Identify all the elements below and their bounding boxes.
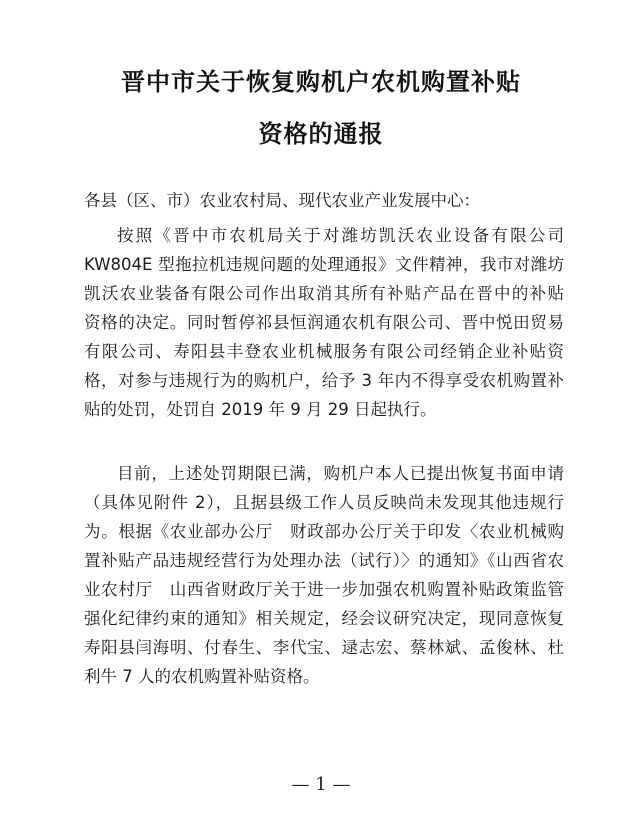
paragraph-line: 贴的处罚，处罚自 2019 年 9 月 29 日起执行。: [84, 400, 437, 419]
paragraph-line: 凯沃农业装备有限公司作出取消其所有补贴产品在晋中的补贴: [84, 284, 564, 303]
paragraph-1: [84, 221, 564, 424]
paragraph-line: 有限公司、寿阳县丰登农业机械服务有限公司经销企业补贴资: [84, 342, 564, 361]
paragraph-line: 为。根据《农业部办公厅 财政部办公厅关于印发〈农业机械购: [84, 522, 564, 541]
paragraph-line: 业农村厅 山西省财政厅关于进一步加强农机购置补贴政策监管: [84, 580, 564, 599]
paragraph-line: 资格的决定。同时暂停祁县恒润通农机有限公司、晋中悦田贸易: [84, 313, 564, 332]
paragraph-line: 利牛 7 人的农机购置补贴资格。: [84, 667, 320, 686]
salutation: [84, 186, 564, 215]
salutation-text: 各县（区、市）农业农村局、现代农业产业发展中心：: [84, 191, 480, 210]
paragraph-line: 按照《晋中市农机局关于对潍坊凯沃农业设备有限公司: [117, 226, 564, 245]
page-number: — 1 —: [291, 774, 351, 795]
document-title-line-1: 晋中市关于恢复购机户农机购置补贴: [121, 67, 521, 96]
paragraph-line: 目前，上述处罚期限已满，购机户本人已提出恢复书面申请: [117, 464, 564, 483]
document-title-line-2: 资格的通报: [258, 119, 384, 148]
paragraph-line: 格，对参与违规行为的购机户，给予 3 年内不得享受农机购置补: [84, 371, 564, 390]
paragraph-line: 寿阳县闫海明、付春生、李代宝、逯志宏、蔡林斌、孟俊林、杜: [84, 638, 564, 657]
paragraph-2: [84, 459, 564, 691]
paragraph-line: （具体见附件 2），且据县级工作人员反映尚未发现其他违规行: [84, 493, 564, 512]
paragraph-line: 强化纪律约束的通知》相关规定，经会议研究决定，现同意恢复: [84, 609, 564, 628]
paragraph-line: 置补贴产品违规经营行为处理办法（试行）〉的通知》《山西省农: [84, 551, 564, 570]
paragraph-line: KW804E 型拖拉机违规问题的处理通报》文件精神，我市对潍坊: [84, 255, 564, 274]
